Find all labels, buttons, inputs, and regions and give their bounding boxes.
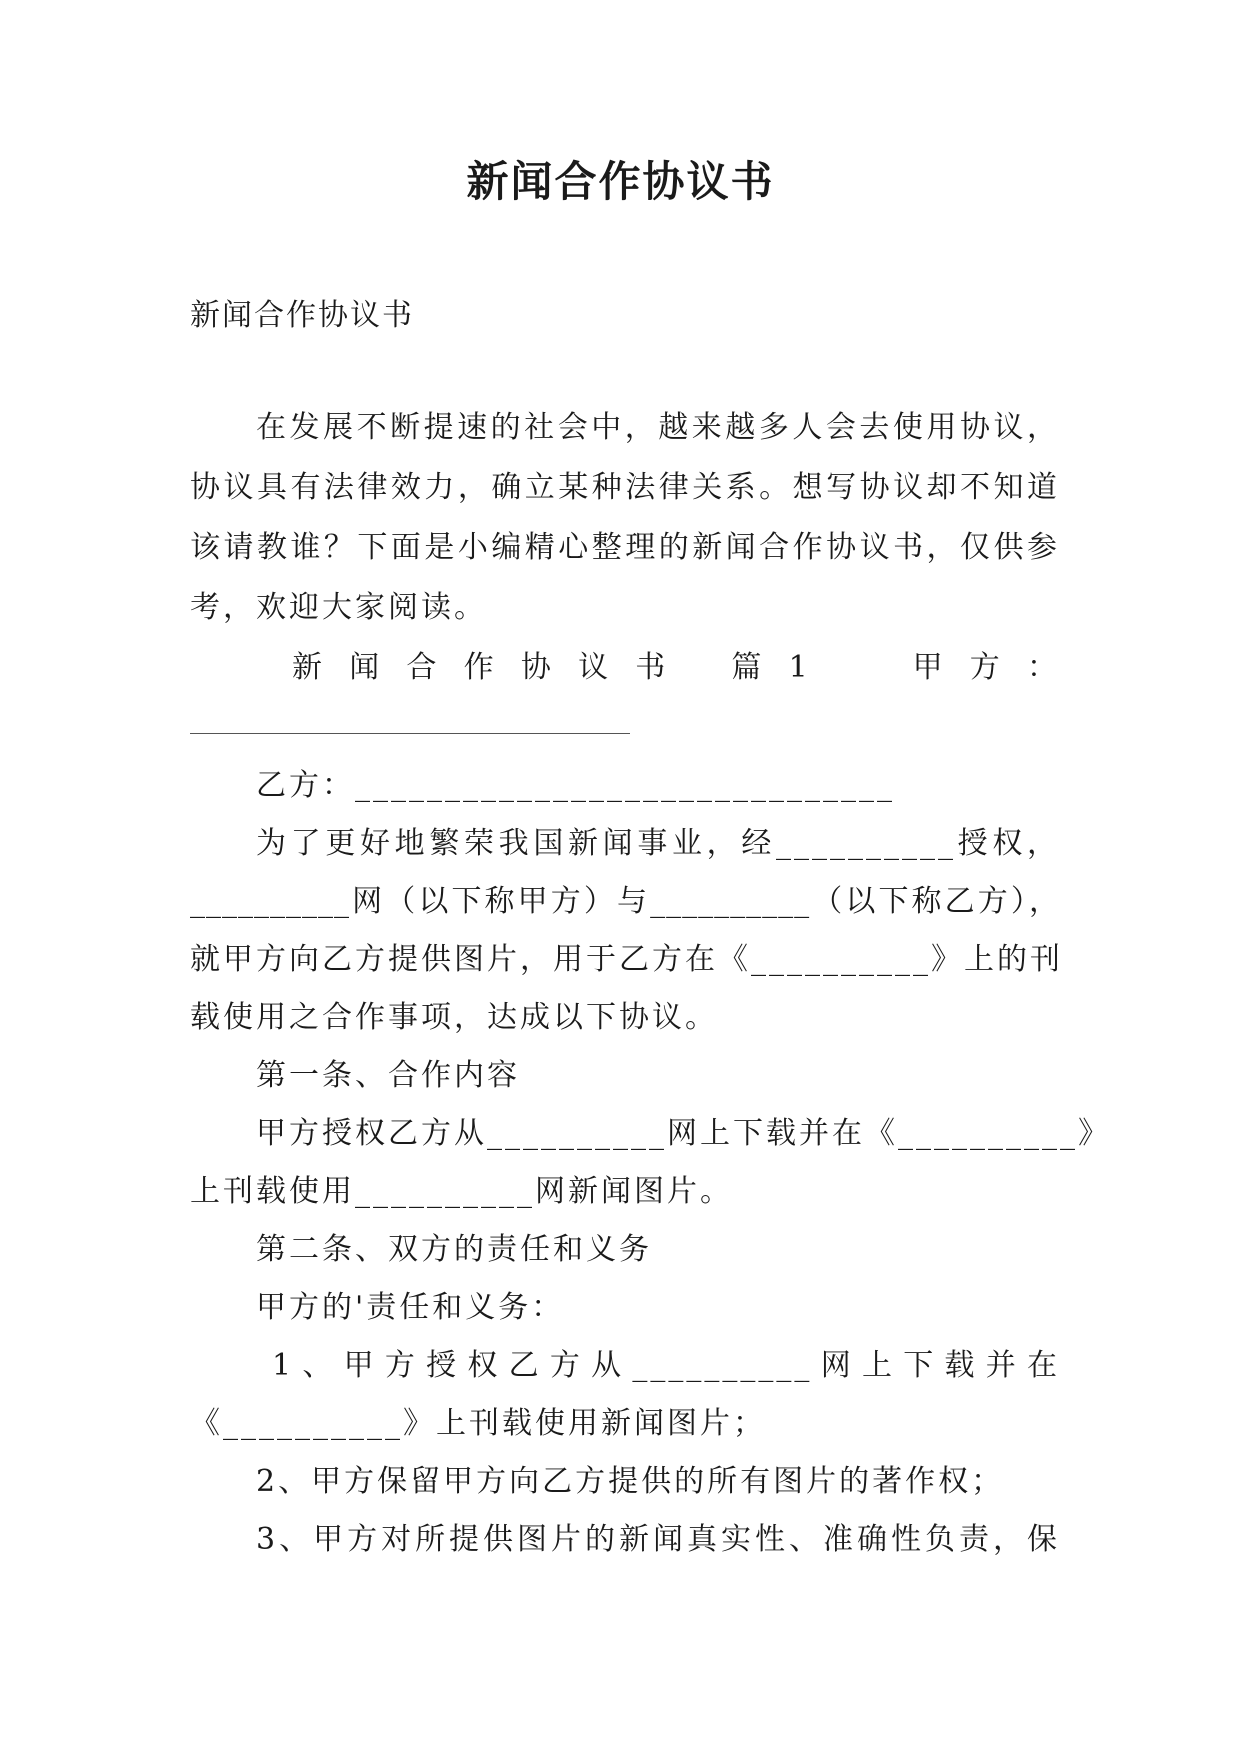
paragraph-line: 就甲方向乙方提供图片，用于乙方在《__________》上的刊 xyxy=(190,942,1063,977)
party-a-blank xyxy=(190,733,630,734)
paragraph-line: 甲方的'责任和义务： xyxy=(256,1290,565,1325)
paragraph-line: 协议具有法律效力，确立某种法律关系。想写协议却不知道 xyxy=(190,470,1060,505)
article-heading: 第一条、合作内容 xyxy=(256,1058,520,1093)
paragraph-line: 为了更好地繁荣我国新闻事业，经__________授权， xyxy=(256,826,1060,861)
paragraph-line: 上刊载使用__________网新闻图片。 xyxy=(190,1174,733,1209)
paragraph-line: 考，欢迎大家阅读。 xyxy=(190,590,487,625)
paragraph-line: __________网（以下称甲方）与__________（以下称乙方）， xyxy=(190,884,1060,919)
paragraph-line: 在发展不断提速的社会中，越来越多人会去使用协议， xyxy=(256,410,1060,445)
subtitle-line: 新闻合作协议书 xyxy=(190,298,414,333)
article-heading: 第二条、双方的责任和义务 xyxy=(256,1232,652,1267)
document-title: 新闻合作协议书 xyxy=(466,157,775,206)
paragraph-line: 该请教谁？下面是小编精心整理的新闻合作协议书，仅供参 xyxy=(190,530,1060,565)
list-item-line: 《__________》上刊载使用新闻图片； xyxy=(190,1406,766,1441)
section-heading-line: 新 闻 合 作 协 议 书 篇 1 甲 方 ： xyxy=(292,650,1060,685)
party-b-line: 乙方：______________________________ xyxy=(256,768,895,803)
list-item-line: 3、甲方对所提供图片的新闻真实性、准确性负责，保 xyxy=(256,1522,1060,1557)
list-item-line: 1、甲方授权乙方从__________网上下载并在 xyxy=(272,1348,1060,1383)
paragraph-line: 载使用之合作事项，达成以下协议。 xyxy=(190,1000,718,1035)
list-item-line: 2、甲方保留甲方向乙方提供的所有图片的著作权； xyxy=(256,1464,1005,1499)
paragraph-line: 甲方授权乙方从__________网上下载并在《__________》 xyxy=(256,1116,1111,1151)
